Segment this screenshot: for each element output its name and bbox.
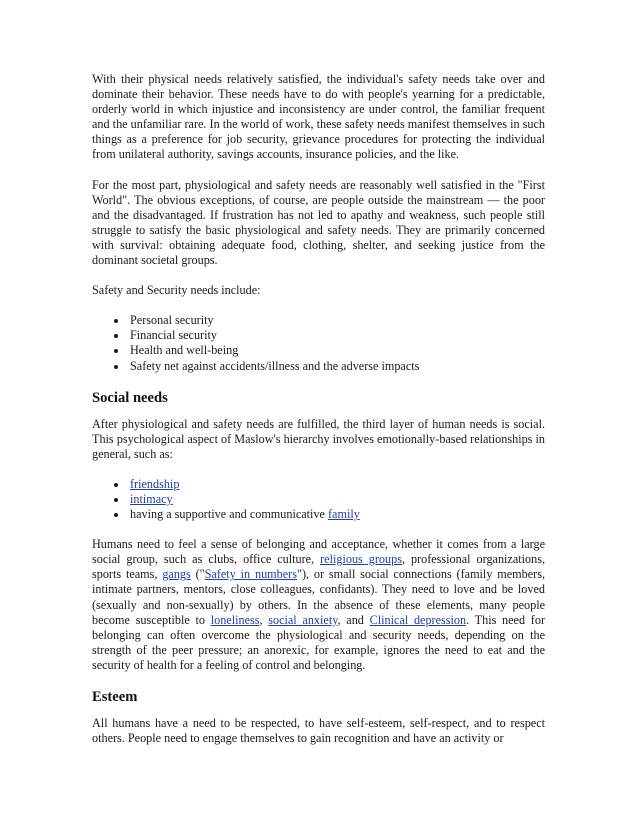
text-run: , bbox=[259, 612, 269, 627]
text-run: , and bbox=[337, 612, 370, 627]
safety-paragraph-1: With their physical needs relatively satisfied, the individual's safety needs take over and dominate their behavior. These needs have to do with people's yearning for a predictable, orderly world in which injustice and inconsistency are under control, the familiar frequent and the unfamiliar rare. In the world of work, these safety needs manifest themselves in such things as a preference for job security, grievance procedures for protecting the individual from unilateral authority, savings accounts, insurance policies, and the like. bbox=[92, 72, 545, 162]
gangs-link[interactable]: gangs bbox=[162, 567, 191, 582]
list-item bbox=[130, 507, 545, 522]
social-paragraph-1: After physiological and safety needs are fulfilled, the third layer of human needs is social. This psychological aspect of Maslow's hierarchy involves emotionally-based relationships in general, such as: bbox=[92, 416, 545, 461]
religious-groups-link[interactable]: religious groups bbox=[320, 552, 402, 567]
list-item: Safety net against accidents/illness and the adverse impacts bbox=[130, 359, 545, 374]
list-item bbox=[130, 492, 545, 507]
text-run: , professional organizations, sports teams, bbox=[92, 552, 545, 582]
family-link[interactable]: family bbox=[328, 507, 360, 522]
text-run: "), or small social connections (family members, intimate partners, mentors, close colleagues, confidants). They need to love and be loved (sexually and non-sexually) by others. In the absence of these elements, many people become susceptible to bbox=[92, 567, 545, 627]
safety-needs-list bbox=[92, 313, 545, 373]
esteem-paragraph-1: All humans have a need to be respected, to have self-esteem, self-respect, and to respect others. People need to engage themselves to gain recognition and have an activity or bbox=[92, 716, 545, 746]
text-run: (" bbox=[190, 567, 205, 582]
friendship-link[interactable]: friendship bbox=[130, 476, 180, 491]
list-item: Health and well-being bbox=[130, 343, 545, 358]
social-paragraph-2 bbox=[92, 537, 545, 673]
social-needs-heading: Social needs bbox=[92, 389, 168, 406]
intimacy-link[interactable]: intimacy bbox=[130, 491, 173, 506]
social-needs-list bbox=[92, 477, 545, 522]
document-page bbox=[92, 72, 545, 761]
text-run: Humans need to feel a sense of belonging and acceptance, whether it comes from a large social group, such as clubs, office culture, bbox=[92, 537, 545, 567]
safety-paragraph-3: Safety and Security needs include: bbox=[92, 283, 261, 298]
text-run: . This need for belonging can often overcome the physiological and security needs, depending on the strength of the peer pressure; an anorexic, for example, ignores the need to eat and the security of health for a feeling of control and belonging. bbox=[92, 612, 546, 672]
list-item-text: having a supportive and communicative bbox=[130, 507, 328, 522]
clinical-depression-link[interactable]: Clinical depression bbox=[369, 612, 467, 627]
list-item bbox=[130, 477, 545, 492]
safety-paragraph-2: For the most part, physiological and safety needs are reasonably well satisfied in the "First World". The obvious exceptions, of course, are people outside the mainstream — the poor and the disadvantaged. If frustration has not led to apathy and weakness, such people still struggle to satisfy the basic physiological and safety needs. They are primarily concerned with survival: obtaining adequate food, clothing, shelter, and seeking justice from the dominant societal groups. bbox=[92, 177, 545, 268]
esteem-heading: Esteem bbox=[92, 689, 138, 705]
list-item: Personal security bbox=[130, 313, 545, 328]
list-item: Financial security bbox=[130, 328, 545, 343]
social-anxiety-link[interactable]: social anxiety bbox=[268, 612, 338, 627]
loneliness-link[interactable]: loneliness bbox=[210, 612, 260, 627]
safety-in-numbers-link[interactable]: Safety in numbers bbox=[204, 567, 297, 582]
